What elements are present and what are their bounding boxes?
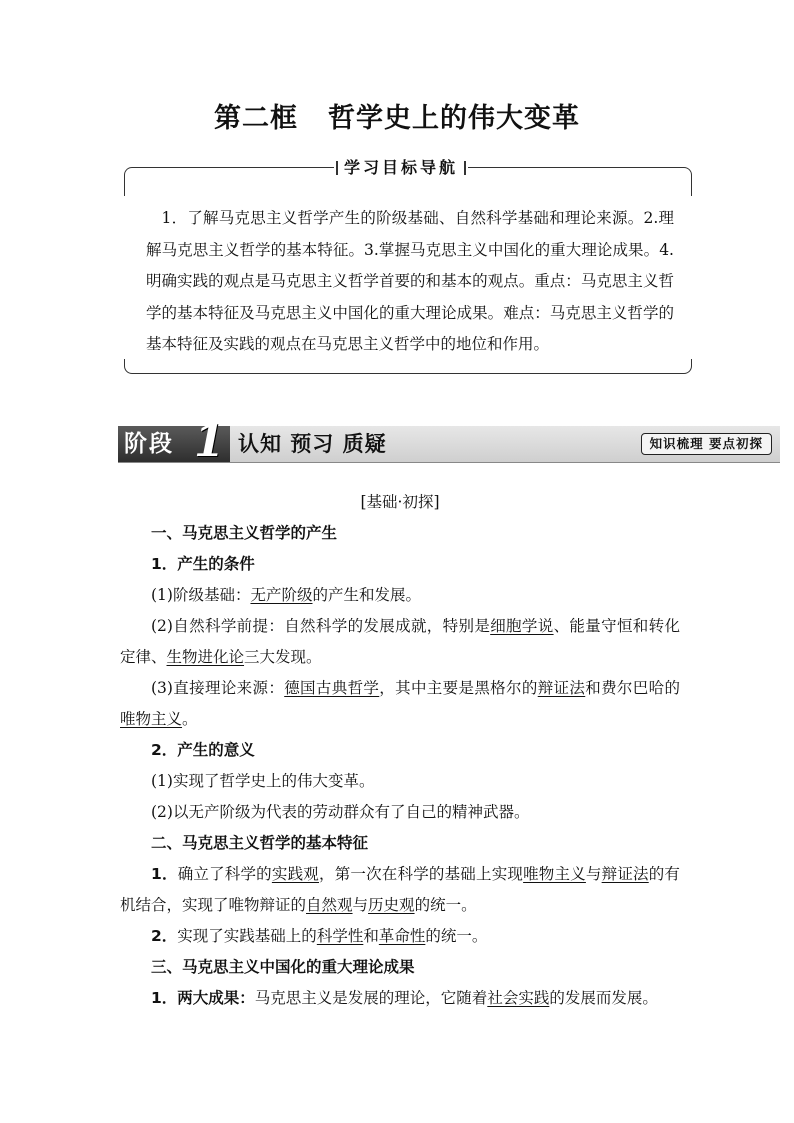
stage-banner	[118, 416, 780, 467]
paragraph-science-premise: (2)自然科学前提：自然科学的发展成就，特别是细胞学说、能量守恒和转化定律、生物进化论三大发现。	[120, 617, 680, 666]
section-heading-3: 三、马克思主义中国化的重大理论成果	[151, 958, 415, 976]
stage-badge	[118, 416, 230, 467]
title-part-1: 第二框	[214, 103, 298, 134]
answer-underline: 科学性	[316, 927, 364, 945]
section-label: [基础·初探]	[360, 493, 440, 511]
answer-underline: 革命性	[378, 927, 426, 945]
answer-underline: 历史观	[368, 896, 415, 914]
answer-underline: 辩证法	[601, 865, 649, 883]
learning-goals-box	[124, 158, 692, 375]
stage-tag: 知识梳理 要点初探	[641, 433, 772, 455]
paragraph-feature-2: 2．实现了实践基础上的科学性和革命性的统一。	[151, 927, 488, 945]
paragraph-significance-1: (1)实现了哲学史上的伟大变革。	[151, 772, 375, 790]
stage-word: 阶段	[124, 431, 174, 457]
paragraph-class-basis: (1)阶级基础：无产阶级的产生和发展。	[151, 586, 421, 604]
answer-underline: 德国古典哲学	[284, 679, 380, 697]
answer-underline: 生物进化论	[166, 648, 245, 666]
answer-underline: 自然观	[306, 896, 353, 914]
subheading-conditions: 1．产生的条件	[151, 555, 255, 573]
title-part-2: 哲学史上的伟大变革	[328, 103, 580, 134]
page-title	[0, 96, 794, 135]
paragraph-significance-2: (2)以无产阶级为代表的劳动群众有了自己的精神武器。	[151, 803, 530, 821]
paragraph-achievements: 1．两大成果：马克思主义是发展的理论，它随着社会实践的发展而发展。	[151, 989, 658, 1007]
answer-underline: 无产阶级	[250, 586, 313, 604]
goals-box-bottom-border	[124, 359, 692, 374]
paragraph-theory-source: (3)直接理论来源：德国古典哲学，其中主要是黑格尔的辩证法和费尔巴哈的唯物主义。	[120, 679, 680, 728]
stage-number: 1	[194, 416, 225, 467]
answer-underline: 唯物主义	[523, 865, 586, 883]
section-heading-2: 二、马克思主义哲学的基本特征	[151, 834, 369, 852]
section-heading-1: 一、马克思主义哲学的产生	[151, 524, 338, 542]
answer-underline: 唯物主义	[120, 710, 183, 728]
stage-title: 认知 预习 质疑	[238, 432, 387, 456]
goals-label: 学习目标导航	[334, 156, 468, 180]
answer-underline: 实践观	[271, 865, 319, 883]
subheading-significance: 2．产生的意义	[151, 741, 255, 759]
paragraph-feature-1: 1．确立了科学的实践观，第一次在科学的基础上实现唯物主义与辩证法的有机结合，实现了唯物辩证的自然观与历史观的统一。	[120, 865, 680, 914]
answer-underline: 社会实践	[487, 989, 550, 1007]
answer-underline: 细胞学说	[490, 617, 554, 635]
goals-text: 1．了解马克思主义哲学产生的阶级基础、自然科学基础和理论来源。2.理解马克思主义哲学的基本特征。3.掌握马克思主义中国化的重大理论成果。4.明确实践的观点是马克思主义哲学首要的和基本的观点。重点：马克思主义哲学的基本特征及马克思主义中国化的重大理论成果。难点：马克思主义哲学的基本特征及实践的观点在马克思主义哲学中的地位和作用。	[146, 209, 674, 353]
answer-underline: 辩证法	[537, 679, 586, 697]
main-content	[120, 487, 680, 1014]
